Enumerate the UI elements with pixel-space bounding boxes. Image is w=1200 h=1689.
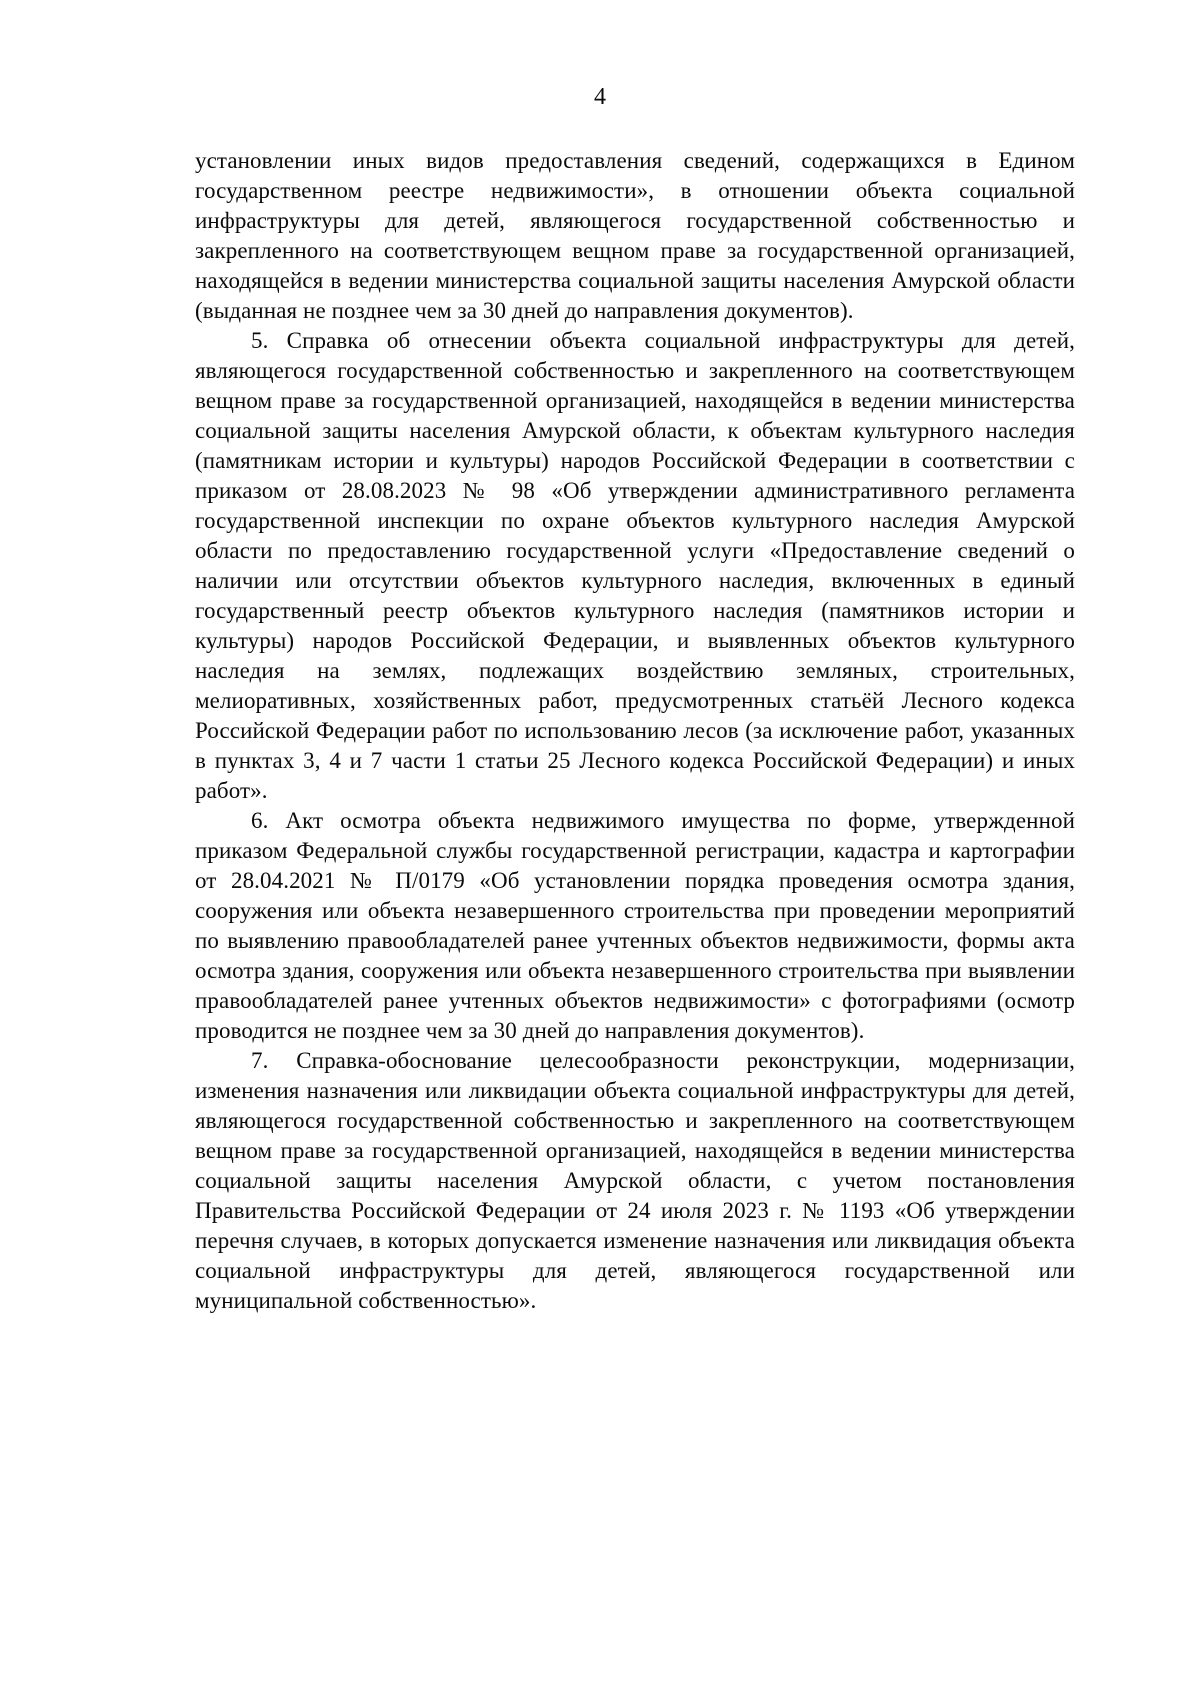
paragraph-item-5: 5. Справка об отнесении объекта социальной инфраструктуры для детей, являющегося государственной собственностью и закрепленного на соответствующем вещном праве за государственной организацией, находящейся в ведении министерства социальной защиты населения Амурской области, к объектам культурного наследия (памятникам истории и культуры) народов Российской Федерации в соответствии с приказом от 28.08.2023 № 98 «Об утверждении административного регламента государственной инспекции по охране объектов культурного наследия Амурской области по предоставлению государственной услуги «Предоставление сведений о наличии или отсутствии объектов культурного наследия, включенных в единый государственный реестр объектов культурного наследия (памятников истории и культуры) народов Российской Федерации, и выявленных объектов культурного наследия на землях, подлежащих воздействию земляных, строительных, мелиоративных, хозяйственных работ, предусмотренных статьёй Лесного кодекса Российской Федерации работ по использованию лесов (за исключение работ, указанных в пунктах 3, 4 и 7 части 1 статьи 25 Лесного кодекса Российской Федерации) и иных работ». xyxy=(195,328,1075,803)
paragraph-item-7: 7. Справка-обоснование целесообразности реконструкции, модернизации, изменения назначения или ликвидации объекта социальной инфраструктуры для детей, являющегося государственной собственностью и закрепленного на соответствующем вещном праве за государственной организацией, находящейся в ведении министерства социальной защиты населения Амурской области, с учетом постановления Правительства Российской Федерации от 24 июля 2023 г. № 1193 «Об утверждении перечня случаев, в которых допускается изменение назначения или ликвидация объекта социальной инфраструктуры для детей, являющегося государственной или муниципальной собственностью». xyxy=(195,1048,1075,1313)
page-number: 4 xyxy=(594,84,606,110)
paragraph-continuation: установлении иных видов предоставления сведений, содержащихся в Едином государственном реестре недвижимости», в отношении объекта социальной инфраструктуры для детей, являющегося государственной собственностью и закрепленного на соответствующем вещном праве за государственной организацией, находящейся в ведении министерства социальной защиты населения Амурской области (выданная не позднее чем за 30 дней до направления документов). xyxy=(195,148,1075,323)
paragraph-item-6: 6. Акт осмотра объекта недвижимого имущества по форме, утвержденной приказом Федеральной службы государственной регистрации, кадастра и картографии от 28.04.2021 № П/0179 «Об установлении порядка проведения осмотра здания, сооружения или объекта незавершенного строительства при проведении мероприятий по выявлению правообладателей ранее учтенных объектов недвижимости, формы акта осмотра здания, сооружения или объекта незавершенного строительства при выявлении правообладателей ранее учтенных объектов недвижимости» с фотографиями (осмотр проводится не позднее чем за 30 дней до направления документов). xyxy=(195,808,1075,1043)
document-body xyxy=(195,146,1075,1316)
